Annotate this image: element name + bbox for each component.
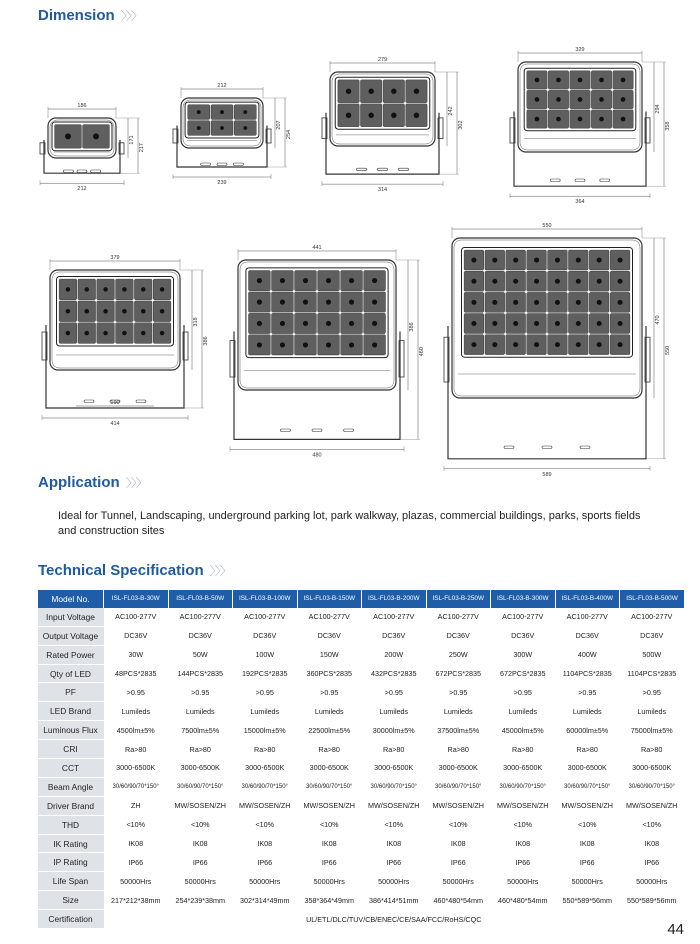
spec-cell: Ra>80 <box>233 740 298 759</box>
dim-top: 550 <box>542 223 552 229</box>
spec-cell: IP66 <box>168 853 233 872</box>
model-header: ISL-FL03-B-100W <box>233 590 298 608</box>
spec-cell: 432PCS*2835 <box>362 664 427 683</box>
spec-cell: 150W <box>297 645 362 664</box>
spec-cell: 460*480*54mm <box>491 891 556 910</box>
spec-cell: 50000Hrs <box>491 872 556 891</box>
dim-top: 279 <box>377 57 388 63</box>
spec-row <box>38 872 685 891</box>
spec-row <box>38 683 685 702</box>
dim-inner: 190 <box>110 400 120 406</box>
spec-cell: IP66 <box>233 853 298 872</box>
spec-cell: 37500lm±5% <box>426 721 491 740</box>
spec-cell: DC36V <box>620 626 685 645</box>
spec-cell: IK08 <box>104 834 169 853</box>
dim-bottom: 414 <box>110 421 120 427</box>
spec-cell: 3000-6500K <box>168 759 233 778</box>
spec-cell: 30/60/90/70*150° <box>233 777 298 796</box>
application-text: Ideal for Tunnel, Landscaping, underground parking lot, park walkway, plazas, commercial buildings, parks, sports fields and construction sites <box>58 510 641 537</box>
dim-bottom: 589 <box>542 471 552 478</box>
spec-cell: >0.95 <box>362 683 427 702</box>
spec-cell: 50000Hrs <box>168 872 233 891</box>
spec-cell: 200W <box>362 645 427 664</box>
model-header: ISL-FL03-B-200W <box>362 590 427 608</box>
certification-row <box>38 910 685 929</box>
spec-cell: 254*239*38mm <box>168 891 233 910</box>
chevrons-icon: 〉〉〉 <box>125 476 147 490</box>
dimension-heading: Dimension 〉〉〉 <box>38 7 142 24</box>
spec-cell: 550*589*56mm <box>620 891 685 910</box>
spec-cell: 30/60/90/70*150° <box>620 777 685 796</box>
spec-cell: DC36V <box>104 626 169 645</box>
spec-row-label: THD <box>38 815 104 834</box>
floodlight-drawing <box>40 103 145 192</box>
spec-cell: 50000Hrs <box>426 872 491 891</box>
spec-cell: Lumileds <box>491 702 556 721</box>
dim-top: 329 <box>575 47 585 53</box>
spec-cell: >0.95 <box>104 683 169 702</box>
spec-cell: IK08 <box>426 834 491 853</box>
spec-cell: 3000-6500K <box>362 759 427 778</box>
spec-cell: <10% <box>233 815 298 834</box>
spec-cell: IP66 <box>491 853 556 872</box>
spec-row <box>38 702 685 721</box>
spec-cell: MW/SOSEN/ZH <box>426 796 491 815</box>
dim-bottom: 480 <box>312 452 322 459</box>
model-header: ISL-FL03-B-500W <box>620 590 685 608</box>
dim-top: 186 <box>77 103 87 109</box>
spec-cell: MW/SOSEN/ZH <box>297 796 362 815</box>
spec-cell: 358*364*49mm <box>297 891 362 910</box>
spec-cell: AC100-277V <box>491 608 556 626</box>
spec-cell: >0.95 <box>555 683 620 702</box>
dim-bottom: 314 <box>377 187 388 194</box>
spec-cell: DC36V <box>491 626 556 645</box>
spec-row-label: LED Brand <box>38 702 104 721</box>
spec-cell: DC36V <box>168 626 233 645</box>
spec-cell: 30000lm±5% <box>362 721 427 740</box>
floodlight-drawing <box>173 83 292 186</box>
dim-right: 318 <box>193 317 199 327</box>
spec-row-label: Rated Power <box>38 645 104 664</box>
spec-row-label: Qty of LED <box>38 664 104 683</box>
spec-cell: >0.95 <box>491 683 556 702</box>
dim-right2: 460 <box>419 347 425 357</box>
model-header: ISL-FL03-B-300W <box>491 590 556 608</box>
spec-cell: 3000-6500K <box>297 759 362 778</box>
spec-cell: 50000Hrs <box>555 872 620 891</box>
certification-label: Certification <box>38 910 104 929</box>
spec-cell: <10% <box>168 815 233 834</box>
spec-cell: 50000Hrs <box>104 872 169 891</box>
spec-cell: Ra>80 <box>297 740 362 759</box>
dim-bottom: 212 <box>77 186 87 193</box>
spec-row-label: Life Span <box>38 872 104 891</box>
spec-cell: IP66 <box>104 853 169 872</box>
spec-cell: 4500lm±5% <box>104 721 169 740</box>
floodlight-drawing <box>42 255 209 427</box>
spec-cell: AC100-277V <box>297 608 362 626</box>
spec-row-label: Output Voltage <box>38 626 104 645</box>
spec-cell: 30/60/90/70*150° <box>555 777 620 796</box>
dim-right: 386 <box>409 322 415 332</box>
spec-cell: 30/60/90/70*150° <box>491 777 556 796</box>
spec-cell: 144PCS*2835 <box>168 664 233 683</box>
dim-top: 441 <box>312 245 322 251</box>
spec-cell: >0.95 <box>168 683 233 702</box>
spec-row <box>38 608 685 626</box>
spec-row <box>38 891 685 910</box>
spec-cell: 3000-6500K <box>555 759 620 778</box>
spec-row <box>38 834 685 853</box>
model-header: ISL-FL03-B-150W <box>297 590 362 608</box>
spec-cell: 30/60/90/70*150° <box>104 777 169 796</box>
dim-bottom: 239 <box>217 180 227 186</box>
spec-cell: Lumileds <box>233 702 298 721</box>
spec-cell: 50000Hrs <box>233 872 298 891</box>
spec-cell: Lumileds <box>168 702 233 721</box>
dim-right2: 358 <box>665 121 671 131</box>
spec-cell: 75000lm±5% <box>620 721 685 740</box>
dim-right2: 217 <box>139 143 145 153</box>
spec-cell: DC36V <box>233 626 298 645</box>
spec-cell: 386*414*51mm <box>362 891 427 910</box>
spec-row-label: PF <box>38 683 104 702</box>
dim-bottom: 364 <box>575 199 585 206</box>
model-header: ISL-FL03-B-250W <box>426 590 491 608</box>
spec-cell: >0.95 <box>297 683 362 702</box>
spec-cell: AC100-277V <box>362 608 427 626</box>
spec-cell: 192PCS*2835 <box>233 664 298 683</box>
model-header: ISL-FL03-B-50W <box>168 590 233 608</box>
dim-top: 212 <box>217 83 227 89</box>
spec-cell: Ra>80 <box>555 740 620 759</box>
spec-cell: 15000lm±5% <box>233 721 298 740</box>
spec-cell: MW/SOSEN/ZH <box>168 796 233 815</box>
spec-cell: >0.95 <box>426 683 491 702</box>
spec-cell: 48PCS*2835 <box>104 664 169 683</box>
spec-cell: 100W <box>233 645 298 664</box>
spec-cell: DC36V <box>426 626 491 645</box>
application-heading: Application 〉〉〉 <box>38 474 147 491</box>
floodlight-drawing <box>322 57 464 193</box>
spec-cell: IP66 <box>426 853 491 872</box>
spec-cell: <10% <box>620 815 685 834</box>
spec-header-label: Model No. <box>38 590 104 608</box>
spec-cell: 3000-6500K <box>233 759 298 778</box>
spec-row <box>38 815 685 834</box>
spec-row <box>38 645 685 664</box>
spec-row-label: Driver Brand <box>38 796 104 815</box>
spec-cell: 217*212*38mm <box>104 891 169 910</box>
dim-right2: 550 <box>665 345 671 355</box>
floodlight-drawing <box>230 245 425 458</box>
spec-cell: IP66 <box>362 853 427 872</box>
spec-row-label: CCT <box>38 759 104 778</box>
spec-table <box>37 590 684 929</box>
spec-cell: 672PCS*2835 <box>491 664 556 683</box>
spec-cell: 7500lm±5% <box>168 721 233 740</box>
spec-cell: Lumileds <box>555 702 620 721</box>
spec-row <box>38 626 685 645</box>
spec-cell: 3000-6500K <box>104 759 169 778</box>
spec-row-label: Beam Angle <box>38 777 104 796</box>
spec-cell: 3000-6500K <box>491 759 556 778</box>
spec-cell: AC100-277V <box>233 608 298 626</box>
spec-row <box>38 664 685 683</box>
spec-cell: AC100-277V <box>104 608 169 626</box>
spec-cell: AC100-277V <box>426 608 491 626</box>
spec-row-label: Size <box>38 891 104 910</box>
spec-row <box>38 740 685 759</box>
spec-cell: 300W <box>491 645 556 664</box>
spec-cell: 22500lm±5% <box>297 721 362 740</box>
spec-row-label: IK Rating <box>38 834 104 853</box>
spec-cell: 302*314*49mm <box>233 891 298 910</box>
spec-cell: 400W <box>555 645 620 664</box>
chevrons-icon: 〉〉〉 <box>209 564 231 578</box>
spec-cell: Ra>80 <box>362 740 427 759</box>
spec-row <box>38 777 685 796</box>
spec-cell: MW/SOSEN/ZH <box>555 796 620 815</box>
spec-cell: 50000Hrs <box>297 872 362 891</box>
spec-row <box>38 796 685 815</box>
spec-cell: <10% <box>491 815 556 834</box>
model-header: ISL-FL03-B-30W <box>104 590 169 608</box>
chevrons-icon: 〉〉〉 <box>120 9 142 23</box>
spec-cell: Lumileds <box>297 702 362 721</box>
spec-cell: IP66 <box>555 853 620 872</box>
spec-row-label: IP Rating <box>38 853 104 872</box>
spec-cell: 60000lm±5% <box>555 721 620 740</box>
spec-cell: <10% <box>297 815 362 834</box>
spec-cell: <10% <box>362 815 427 834</box>
spec-cell: Lumileds <box>362 702 427 721</box>
certification-value: UL/ETL/DLC/TUV/CB/ENEC/CE/SAA/FCC/RoHS/CQC <box>104 910 685 929</box>
spec-cell: 45000lm±5% <box>491 721 556 740</box>
spec-cell: 50000Hrs <box>362 872 427 891</box>
spec-cell: Lumileds <box>620 702 685 721</box>
spec-cell: IK08 <box>620 834 685 853</box>
spec-cell: 250W <box>426 645 491 664</box>
spec-cell: Ra>80 <box>168 740 233 759</box>
spec-cell: Ra>80 <box>620 740 685 759</box>
spec-row-label: Luminous Flux <box>38 721 104 740</box>
spec-cell: IK08 <box>168 834 233 853</box>
dim-right2: 386 <box>203 336 209 346</box>
spec-cell: AC100-277V <box>555 608 620 626</box>
spec-cell: DC36V <box>362 626 427 645</box>
dim-right: 171 <box>129 135 135 145</box>
spec-cell: IP66 <box>297 853 362 872</box>
spec-cell: 30/60/90/70*150° <box>362 777 427 796</box>
spec-cell: 3000-6500K <box>620 759 685 778</box>
spec-cell: MW/SOSEN/ZH <box>233 796 298 815</box>
spec-cell: 50000Hrs <box>620 872 685 891</box>
spec-cell: 50W <box>168 645 233 664</box>
spec-row <box>38 853 685 872</box>
spec-cell: MW/SOSEN/ZH <box>491 796 556 815</box>
spec-cell: <10% <box>104 815 169 834</box>
spec-cell: IP66 <box>620 853 685 872</box>
spec-cell: ZH <box>104 796 169 815</box>
model-header: ISL-FL03-B-400W <box>555 590 620 608</box>
spec-cell: >0.95 <box>620 683 685 702</box>
spec-cell: 1104PCS*2835 <box>620 664 685 683</box>
spec-cell: DC36V <box>297 626 362 645</box>
spec-cell: AC100-277V <box>168 608 233 626</box>
spec-cell: IK08 <box>555 834 620 853</box>
dim-right: 207 <box>276 120 282 130</box>
spec-cell: 550*589*56mm <box>555 891 620 910</box>
spec-row-label: CRI <box>38 740 104 759</box>
spec-cell: Ra>80 <box>426 740 491 759</box>
spec-cell: 360PCS*2835 <box>297 664 362 683</box>
spec-cell: 1104PCS*2835 <box>555 664 620 683</box>
spec-cell: 30/60/90/70*150° <box>426 777 491 796</box>
spec-cell: Ra>80 <box>104 740 169 759</box>
spec-cell: 500W <box>620 645 685 664</box>
dim-right2: 302 <box>458 120 464 130</box>
spec-cell: >0.95 <box>233 683 298 702</box>
dim-right: 242 <box>448 106 454 116</box>
spec-cell: Lumileds <box>104 702 169 721</box>
spec-cell: IK08 <box>233 834 298 853</box>
spec-row-label: Input Voltage <box>38 608 104 626</box>
page-number: 44 <box>667 921 684 938</box>
spec-cell: AC100-277V <box>620 608 685 626</box>
spec-cell: <10% <box>555 815 620 834</box>
spec-cell: IK08 <box>362 834 427 853</box>
dim-right2: 254 <box>286 129 292 140</box>
spec-row <box>38 759 685 778</box>
spec-cell: 672PCS*2835 <box>426 664 491 683</box>
spec-cell: 30/60/90/70*150° <box>168 777 233 796</box>
spec-cell: <10% <box>426 815 491 834</box>
floodlight-drawing <box>510 47 671 205</box>
spec-heading: Technical Specification 〉〉〉 <box>38 562 231 579</box>
spec-cell: Lumileds <box>426 702 491 721</box>
spec-cell: DC36V <box>555 626 620 645</box>
spec-cell: 30W <box>104 645 169 664</box>
spec-cell: IK08 <box>491 834 556 853</box>
spec-cell: MW/SOSEN/ZH <box>620 796 685 815</box>
spec-cell: MW/SOSEN/ZH <box>362 796 427 815</box>
spec-cell: 3000-6500K <box>426 759 491 778</box>
dim-right: 470 <box>655 315 661 325</box>
spec-cell: IK08 <box>297 834 362 853</box>
spec-cell: Ra>80 <box>491 740 556 759</box>
dim-top: 379 <box>110 255 120 261</box>
dim-right: 294 <box>655 104 661 114</box>
spec-cell: 30/60/90/70*150° <box>297 777 362 796</box>
spec-header-row <box>38 590 685 608</box>
spec-row <box>38 721 685 740</box>
spec-cell: 460*480*54mm <box>426 891 491 910</box>
floodlight-drawing <box>444 223 671 478</box>
